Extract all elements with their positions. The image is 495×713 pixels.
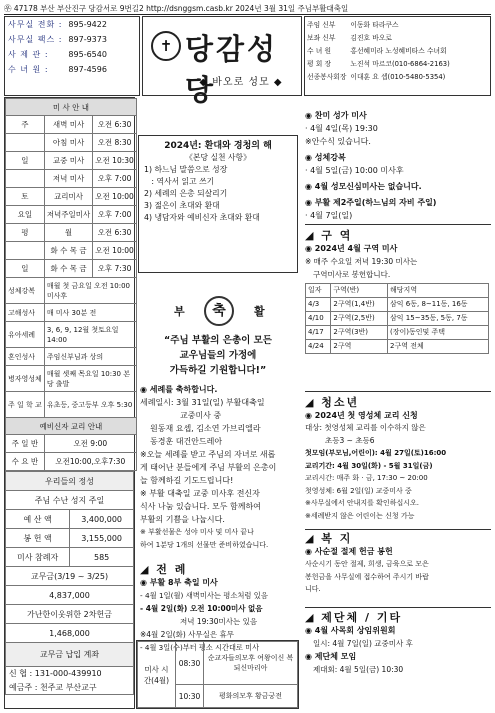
liturgy-line: - 4월 3일(수)부터 평소 시간대로 미사 (140, 643, 260, 652)
theme-item: 1) 하느님 말씀으로 성장 (144, 165, 228, 174)
district-cell: 2구역 (331, 340, 388, 354)
mass-time: 오전 8:30 (93, 134, 137, 152)
mass-name: 월 (44, 224, 92, 242)
youth-line: 첫모임(부모님,어린이): 4월 27일(토)16:00 (305, 449, 447, 457)
liturgy-line: - 4월 2일(화) 오전 10:00미사 없음 (140, 604, 263, 613)
district-section-title: ◢ 구 역 (305, 229, 353, 242)
district-col-header: 해당지역 (388, 284, 489, 298)
note-line: ※ 부활 대축일 교중 미사후 전신자 (140, 489, 260, 498)
class-time: 오전10:00,오후7:30 (44, 453, 136, 471)
mass-name: 저녁 미사 (44, 170, 92, 188)
greeting-message: 가득하길 기원합니다!” (169, 365, 267, 376)
mass-time: 오전 6:30 (93, 224, 137, 242)
groups-heading: ◉ 제단체 모임 (305, 652, 357, 661)
theme-item: : 역사서 읽고 쓰기 (144, 177, 215, 186)
liturgy-line: ※4월 2일(화) 사무실은 휴무 (140, 630, 235, 639)
note-line: 늘 함께하길 기도드립니다! (140, 476, 234, 485)
youth-line: 첫영성체: 6월 2일(일) 교중미사 중 (305, 486, 412, 495)
contact-box (4, 16, 140, 96)
class-name: 수 요 반 (6, 453, 45, 471)
welfare-section-title: ◢ 복 지 (305, 532, 353, 545)
district-col-header: 일자 (306, 284, 331, 298)
district-cell: 4/3 (306, 298, 331, 312)
note-line: ※오늘 세례를 받고 주님의 자녀로 새롭 (140, 450, 276, 459)
groups-section-title: ◢ 제단체 / 기타 (305, 611, 403, 624)
notice-line: · 4월 5일(금) 10:00 미사후 (305, 166, 404, 175)
baptism-heading: ◉ 세례를 축하합니다. (140, 385, 218, 394)
youth-heading: ◉ 2024년 첫 영성체 교리 신청 (305, 410, 418, 420)
note-line: 부활의 기쁨을 나눕시다. (140, 515, 225, 524)
note-line: 식사 나눔 있습니다. 모두 함께하여 (140, 502, 261, 511)
mass-time: 오후 7:00 (93, 206, 137, 224)
theme-title: 2024년: 환대와 경청의 해 (164, 141, 272, 151)
sacrament-label: 주 일 학 교 (6, 392, 45, 418)
sacrament-info: 유초등, 중고등부 오후 5:30 (44, 392, 136, 418)
theme-item: 4) 냉담자와 예비신자 초대와 환대 (144, 213, 260, 222)
april-mass-intention: 평화의모후 황금궁전 (204, 685, 298, 708)
theme-item: 2) 세례의 은총 되살리기 (144, 189, 228, 198)
groups-line: 일시: 4월 7일(일) 교중미사 후 (313, 639, 413, 648)
offering-label: 미사 참례자 (6, 548, 70, 567)
contact-label: 수 녀 원 : (8, 65, 49, 74)
district-cell: 2구역(2,5반) (331, 312, 388, 326)
sacrament-info: 주임신부님과 상의 (44, 348, 136, 366)
right-column (303, 97, 491, 709)
account-title: 교무금 납입 계좌 (6, 643, 134, 667)
offering-value: 3,155,000 (70, 529, 134, 548)
fund-value: 4,837,000 (6, 586, 134, 605)
note-line: ※ 부활선물은 성야 미사 및 미사 끝나 (140, 528, 254, 536)
group-label: 평 (6, 224, 45, 242)
notice-line: ※안수식 있습니다. (305, 137, 371, 146)
staff-role: 선종봉사회장 (307, 72, 347, 81)
youth-line: 대상: 첫영성체 교리를 이수하지 않은 (305, 423, 426, 432)
staff-role: 수 녀 원 (307, 46, 332, 55)
liturgy-line: - 4월 1일(월) 새벽미사는 평소처럼 있음 (140, 591, 268, 600)
welfare-heading: ◉ 사순절 절제 헌금 봉헌 (305, 546, 393, 556)
district-cell: 4/17 (306, 326, 331, 340)
baptism-line: 동경훈 대건안드레아 (150, 437, 223, 446)
greeting-message: “주님 부활의 은총이 모든 (164, 335, 272, 346)
group-label: 주 (6, 116, 45, 134)
welfare-line: 사순시기 동안 절제, 희생, 금육으로 모은 (305, 560, 429, 568)
staff-name: 김진호 바오로 (350, 33, 392, 42)
sacrament-label: 병자영성체 (6, 366, 45, 392)
staff-name: 홍선혜미라 노성혜비타스 수녀회 (350, 46, 447, 55)
group-label: 요일 (6, 206, 45, 224)
district-table (305, 283, 489, 354)
staff-role: 주임 신부 (307, 20, 336, 29)
contact-value: 895-6540 (68, 50, 107, 59)
class-name: 주 일 반 (6, 435, 45, 453)
sacrament-label: 혼인성사 (6, 348, 45, 366)
greeting-left: 부 (174, 305, 185, 318)
sacrament-info: 3, 6, 9, 12월 첫토요일 14:00 (44, 322, 136, 348)
welfare-line: 봉헌금을 사무실에 접수하여 주시기 바랍 (305, 572, 429, 581)
district-note: 구역미사로 봉헌합니다. (313, 270, 391, 279)
mass-name: 화 수 목 금 (44, 260, 92, 278)
contact-value: 897-4596 (68, 65, 107, 74)
youth-line: ※세례받지 않은 어린이는 신청 가능 (305, 511, 415, 520)
note-line: 하여 1분당 1개의 선물만 준비하였습니다. (140, 541, 269, 549)
offering-value: 585 (70, 548, 134, 567)
mass-name: 교중 미사 (44, 152, 92, 170)
youth-line: 교리시간: 매주 화 · 금, 17:30 ~ 20:00 (305, 474, 428, 482)
account-holder: 예금주 : 천주교 부산교구 (6, 681, 134, 695)
district-note: ※ 매주 수요일 저녁 19:30 미사는 (305, 257, 418, 266)
catechumen-title: 예비신자 교리 안내 (6, 418, 137, 435)
offering-table (5, 471, 134, 695)
mass-time: 오후 7:00 (93, 170, 137, 188)
offering-subtitle: 주님 수난 성지 주일 (6, 491, 134, 510)
district-cell: 삼익 15~35동, 5동, 7동 (388, 312, 489, 326)
theme-subtitle: 《본당 실천 사항》 (185, 153, 251, 162)
notice-heading: ◉ 부활 제2주일(하느님의 자비 주일) (305, 198, 437, 207)
mass-schedule-title: 미 사 안 내 (6, 99, 137, 116)
april-mass-intention: 순교자들의모후 여왕이신 복되신마리아 (204, 642, 298, 685)
district-col-header: 구역(반) (331, 284, 388, 298)
district-cell: 삼익 6동, 8~11동, 16동 (388, 298, 489, 312)
congrats-seal-icon: 축 (204, 296, 234, 326)
youth-line: ※사무실에서 안내지를 확인하십시오. (305, 499, 419, 507)
baptism-line: 원동재 요셉, 김소연 가브리엘라 (150, 424, 261, 433)
district-cell: 2구역(3반) (331, 326, 388, 340)
mass-time: 오전 6:30 (93, 116, 137, 134)
staff-role: 평 회 장 (307, 59, 332, 68)
group-label (6, 134, 45, 152)
bulletin-header-line: ㉾ 47178 부산 부산진구 당감서로 9번길2 http://dsnggsm.casb.kr 2024년 3월 31일 주님부활대축일 (4, 3, 491, 15)
staff-role: 보좌 신부 (307, 33, 336, 42)
group-label (6, 170, 45, 188)
greeting-message: 교우님들의 가정에 (179, 350, 257, 361)
second-collection-label: 가난한이웃위한 2차헌금 (6, 605, 134, 624)
liturgy-heading: ◉ 부활 8부 축일 미사 (140, 578, 218, 587)
baptism-line: 세례일시: 3월 31일(일) 부활대축일 (140, 398, 265, 407)
mass-name: 화 수 목 금 (44, 242, 92, 260)
offering-label: 예 산 액 (6, 510, 70, 529)
mass-name: 교리미사 (44, 188, 92, 206)
district-cell: 2구역 전체 (388, 340, 489, 354)
april-mass-table (136, 640, 299, 709)
sacrament-info: 매월 첫 금요일 오전 10:00 미사후 (44, 278, 136, 304)
staff-name: 이대훈 요 셉(010-5480-5354) (350, 72, 446, 81)
district-cell: 2구역(1,4반) (331, 298, 388, 312)
district-cell: (장이)동인및 주택 (388, 326, 489, 340)
cross-emblem-icon: ✝ (151, 31, 181, 61)
staff-name: 노진석 마르코(010-6864-2163) (350, 59, 450, 68)
staff-name: 이동화 타라쿠스 (350, 20, 399, 29)
groups-line: 제대회: 4월 5일(금) 10:30 (313, 665, 404, 674)
account-number: 신 협 : 131-000-439910 (6, 667, 134, 681)
contact-value: 897-9373 (68, 35, 107, 44)
staff-box (304, 16, 491, 96)
mass-schedule-table (5, 98, 137, 471)
mass-name: 아침 미사 (44, 134, 92, 152)
offering-label: 봉 헌 액 (6, 529, 70, 548)
sacrament-label: 성체강복 (6, 278, 45, 304)
mass-time: 오전 10:30 (93, 152, 137, 170)
center-column (136, 97, 299, 652)
groups-heading: ◉ 4월 사목회 상임위원회 (305, 626, 396, 635)
parish-subtitle: ◆ 바오로 성모 ◆ (199, 77, 283, 88)
offering-value: 3,400,000 (70, 510, 134, 529)
youth-section-title: ◢ 청소년 (305, 396, 360, 409)
welfare-line: 니다. (305, 585, 321, 593)
group-label: 토 (6, 188, 45, 206)
contact-label: 사무실 전화 : (8, 20, 63, 29)
april-mass-time: 10:30 (176, 685, 204, 708)
baptism-line: 교중미사 중 (180, 411, 222, 420)
group-label (6, 242, 45, 260)
parish-title: 당감성당 (185, 32, 279, 107)
parish-logo-box (142, 16, 302, 107)
liturgy-section-title: ◢ 전 례 (140, 563, 188, 576)
left-column (4, 97, 135, 709)
yearly-theme-box (138, 135, 298, 273)
notice-line: · 4월 4일(목) 19:30 (305, 124, 378, 133)
district-cell: 4/24 (306, 340, 331, 354)
district-cell: 4/10 (306, 312, 331, 326)
contact-value: 895-9422 (68, 20, 107, 29)
youth-line: 교리기간: 4월 30일(화) - 5월 31일(금) (305, 461, 433, 470)
sacrament-info: 매 미사 30분 전 (44, 304, 136, 322)
note-line: 게 태어난 분들에게 주님 부활의 은총이 (140, 463, 277, 472)
second-collection-value: 1,468,000 (6, 624, 134, 643)
group-label: 일 (6, 260, 45, 278)
offering-title: 우리들의 정성 (6, 472, 134, 491)
notice-heading: ◉ 찬미 성가 미사 (305, 111, 367, 120)
april-mass-time: 08:30 (176, 642, 204, 685)
mass-name: 저녁주일미사 (44, 206, 92, 224)
sacrament-info: 매월 셋째 목요일 10:30 본당 출발 (44, 366, 136, 392)
greeting-right: 활 (254, 305, 265, 318)
mass-time: 오후 7:30 (93, 260, 137, 278)
sacrament-label: 고해성사 (6, 304, 45, 322)
mass-time: 오전 10:00 (93, 242, 137, 260)
notice-heading: ◉ 성체강복 (305, 153, 346, 162)
april-mass-label: 미사 시 간(4월) (138, 642, 176, 708)
liturgy-line: 저녁 19:30미사는 있음 (180, 617, 258, 626)
notice-heading: ◉ 4월 성모신심미사는 없습니다. (305, 182, 422, 191)
district-heading: ◉ 2024년 4월 구역 미사 (305, 244, 398, 253)
fund-label: 교무금(3/19 ~ 3/25) (6, 567, 134, 586)
notice-line: · 4월 7일(일) (305, 211, 353, 220)
contact-label: 사 제 관 : (8, 50, 49, 59)
youth-line: 초등3 ~ 초등6 (325, 435, 375, 445)
mass-time: 오전 10:00 (93, 188, 137, 206)
mass-name: 새벽 미사 (44, 116, 92, 134)
class-time: 오전 9:00 (44, 435, 136, 453)
theme-item: 3) 젊은이 초대와 환대 (144, 201, 220, 210)
sacrament-label: 유아세례 (6, 322, 45, 348)
contact-label: 사무실 팩스 : (8, 35, 63, 44)
group-label: 일 (6, 152, 45, 170)
